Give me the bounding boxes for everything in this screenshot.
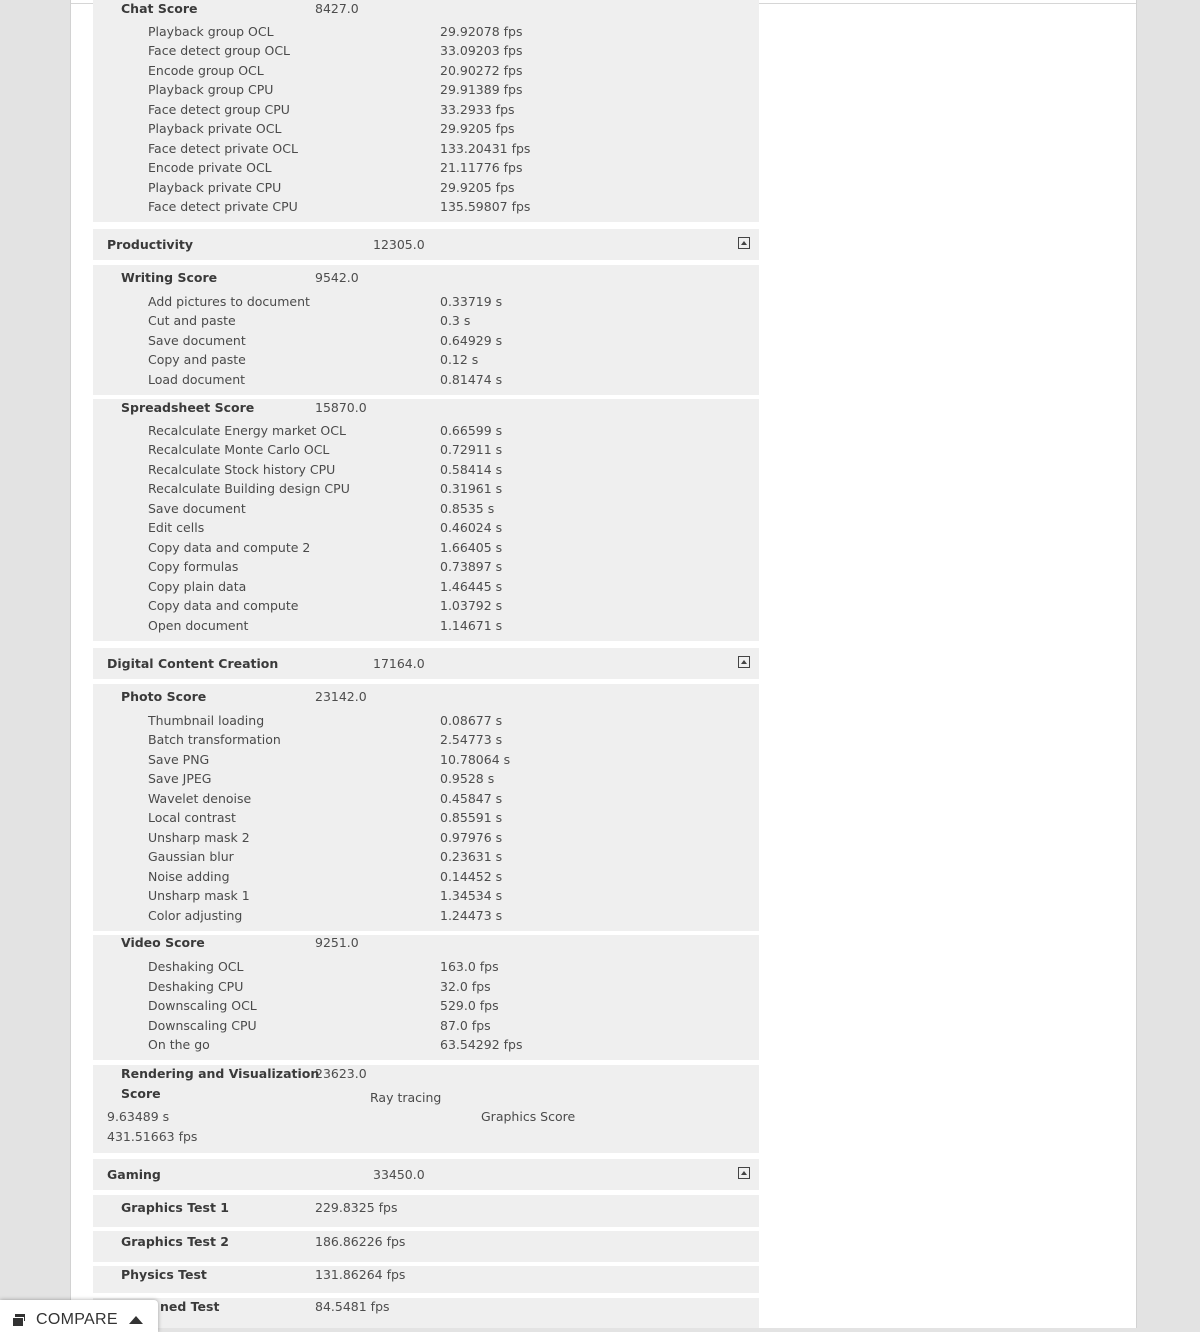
test-item-value: 0.73897 s — [440, 559, 503, 574]
test-item-label: Add pictures to document — [148, 294, 310, 309]
test-value: 131.86264 fps — [315, 1267, 406, 1282]
chat-score-block — [93, 0, 759, 222]
test-item-value: 0.14452 s — [440, 869, 503, 884]
test-item-label: Face detect private CPU — [148, 199, 298, 214]
test-item-label: Unsharp mask 1 — [148, 888, 250, 903]
chevron-up-icon[interactable] — [129, 1316, 143, 1324]
test-item-value: 29.91389 fps — [440, 82, 523, 97]
test-item-label: Copy data and compute 2 — [148, 540, 311, 555]
test-item-value: 1.03792 s — [440, 598, 503, 613]
test-item-label: On the go — [148, 1037, 210, 1052]
test-item-value: 163.0 fps — [440, 959, 499, 974]
test-item-label: Deshaking OCL — [148, 959, 244, 974]
test-item-value: 0.23631 s — [440, 849, 503, 864]
dcc-collapse-toggle[interactable] — [738, 656, 750, 668]
video-score-block — [93, 935, 759, 1060]
compare-button[interactable] — [0, 1300, 158, 1332]
test-item-label: Recalculate Building design CPU — [148, 481, 350, 496]
test-label: ned Test — [160, 1299, 220, 1314]
test-label: Physics Test — [121, 1267, 207, 1282]
test-item-label: Open document — [148, 618, 249, 633]
test-item-value: 0.46024 s — [440, 520, 503, 535]
test-item-label: Save PNG — [148, 752, 210, 767]
dcc-title: Digital Content Creation — [107, 656, 279, 671]
test-item-label: Copy plain data — [148, 579, 247, 594]
test-value: 229.8325 fps — [315, 1200, 398, 1215]
test-item-value: 33.09203 fps — [440, 43, 523, 58]
dcc-header — [93, 648, 759, 679]
productivity-title: Productivity — [107, 237, 193, 252]
results-page — [70, 0, 1137, 1328]
gaming-score: 33450.0 — [373, 1167, 425, 1182]
test-item-label: Wavelet denoise — [148, 791, 252, 806]
combined-test-row — [93, 1298, 759, 1328]
gaming-title: Gaming — [107, 1167, 161, 1182]
test-item-label: Encode group OCL — [148, 63, 264, 78]
test-item-label: Downscaling CPU — [148, 1018, 257, 1033]
test-item-label: Copy formulas — [148, 559, 239, 574]
test-item-value: 21.11776 fps — [440, 160, 523, 175]
test-item-value: 63.54292 fps — [440, 1037, 523, 1052]
test-item-label: Color adjusting — [148, 908, 243, 923]
test-item-label: Cut and paste — [148, 313, 236, 328]
test-item-value: 0.33719 s — [440, 294, 503, 309]
test-item-label: Unsharp mask 2 — [148, 830, 250, 845]
test-item-label: Save JPEG — [148, 771, 212, 786]
chat-score-title: Chat Score — [121, 1, 198, 16]
spreadsheet-score-value: 15870.0 — [315, 400, 367, 415]
test-item-value: 0.8535 s — [440, 501, 495, 516]
video-score-value: 9251.0 — [315, 935, 359, 950]
test-item-value: 2.54773 s — [440, 732, 503, 747]
rendering-score-value: 23623.0 — [315, 1066, 367, 1081]
writing-score-title: Writing Score — [121, 270, 218, 285]
gaming-header — [93, 1159, 759, 1190]
rendering-score-title-line2: Score — [121, 1086, 161, 1101]
video-score-title: Video Score — [121, 935, 205, 950]
test-item-label: Deshaking CPU — [148, 979, 244, 994]
test-item-label: Encode private OCL — [148, 160, 272, 175]
test-item-value: 0.72911 s — [440, 442, 503, 457]
test-item-label: Recalculate Energy market OCL — [148, 423, 346, 438]
test-item-value: 29.9205 fps — [440, 180, 515, 195]
graphics-test-2-row — [93, 1231, 759, 1262]
test-value: 84.5481 fps — [315, 1299, 390, 1314]
test-item-label: Load document — [148, 372, 246, 387]
test-item-label: Face detect group OCL — [148, 43, 291, 58]
productivity-header — [93, 229, 759, 260]
ray-tracing-value: 9.63489 s — [107, 1109, 170, 1124]
test-item-value: 0.58414 s — [440, 462, 503, 477]
test-item-value: 1.66405 s — [440, 540, 503, 555]
test-item-label: Save document — [148, 501, 246, 516]
test-label: Graphics Test 2 — [121, 1234, 230, 1249]
productivity-collapse-toggle[interactable] — [738, 237, 750, 249]
test-item-label: Thumbnail loading — [148, 713, 265, 728]
test-item-label: Noise adding — [148, 869, 230, 884]
test-item-value: 1.34534 s — [440, 888, 503, 903]
test-item-label: Playback group OCL — [148, 24, 274, 39]
test-item-value: 0.81474 s — [440, 372, 503, 387]
test-item-value: 1.46445 s — [440, 579, 503, 594]
test-item-label: Local contrast — [148, 810, 236, 825]
dcc-score: 17164.0 — [373, 656, 425, 671]
test-item-label: Gaussian blur — [148, 849, 234, 864]
photo-score-block — [93, 684, 759, 931]
test-value: 186.86226 fps — [315, 1234, 406, 1249]
graphics-score-label: Graphics Score — [481, 1109, 576, 1124]
rendering-score-title-line1: Rendering and Visualization — [121, 1066, 320, 1081]
test-item-value: 1.24473 s — [440, 908, 503, 923]
test-item-label: Recalculate Monte Carlo OCL — [148, 442, 330, 457]
chat-score-value: 8427.0 — [315, 1, 359, 16]
test-item-value: 0.97976 s — [440, 830, 503, 845]
test-item-value: 133.20431 fps — [440, 141, 531, 156]
test-item-label: Recalculate Stock history CPU — [148, 462, 336, 477]
test-label: Graphics Test 1 — [121, 1200, 230, 1215]
compare-label: COMPARE — [36, 1311, 118, 1328]
test-item-label: Face detect group CPU — [148, 102, 290, 117]
writing-score-value: 9542.0 — [315, 270, 359, 285]
test-item-value: 32.0 fps — [440, 979, 491, 994]
test-item-value: 135.59807 fps — [440, 199, 531, 214]
test-item-label: Playback private CPU — [148, 180, 282, 195]
spreadsheet-score-title: Spreadsheet Score — [121, 400, 255, 415]
gaming-collapse-toggle[interactable] — [738, 1167, 750, 1179]
test-item-value: 87.0 fps — [440, 1018, 491, 1033]
spreadsheet-score-block — [93, 399, 759, 641]
test-item-label: Playback group CPU — [148, 82, 274, 97]
test-item-label: Batch transformation — [148, 732, 281, 747]
test-item-value: 0.08677 s — [440, 713, 503, 728]
test-item-value: 0.64929 s — [440, 333, 503, 348]
test-item-label: Copy and paste — [148, 352, 246, 367]
productivity-score: 12305.0 — [373, 237, 425, 252]
ray-tracing-label: Ray tracing — [370, 1090, 442, 1105]
test-item-value: 10.78064 s — [440, 752, 511, 767]
test-item-label: Edit cells — [148, 520, 205, 535]
physics-test-row — [93, 1266, 759, 1293]
graphics-test-1-row — [93, 1195, 759, 1227]
writing-score-block — [93, 265, 759, 395]
test-item-value: 0.12 s — [440, 352, 479, 367]
rendering-score-block — [93, 1065, 759, 1153]
test-item-value: 0.66599 s — [440, 423, 503, 438]
test-item-label: Copy data and compute — [148, 598, 299, 613]
photo-score-title: Photo Score — [121, 689, 207, 704]
test-item-value: 0.31961 s — [440, 481, 503, 496]
test-item-value: 0.45847 s — [440, 791, 503, 806]
test-item-value: 29.9205 fps — [440, 121, 515, 136]
test-item-label: Playback private OCL — [148, 121, 282, 136]
test-item-value: 29.92078 fps — [440, 24, 523, 39]
test-item-value: 0.3 s — [440, 313, 471, 328]
test-item-label: Downscaling OCL — [148, 998, 257, 1013]
test-item-value: 0.9528 s — [440, 771, 495, 786]
graphics-score-value: 431.51663 fps — [107, 1129, 198, 1144]
test-item-label: Save document — [148, 333, 246, 348]
test-item-value: 529.0 fps — [440, 998, 499, 1013]
test-item-label: Face detect private OCL — [148, 141, 298, 156]
test-item-value: 0.85591 s — [440, 810, 503, 825]
test-item-value: 20.90272 fps — [440, 63, 523, 78]
test-item-value: 1.14671 s — [440, 618, 503, 633]
test-item-value: 33.2933 fps — [440, 102, 515, 117]
photo-score-value: 23142.0 — [315, 689, 367, 704]
compare-icon — [12, 1314, 25, 1325]
